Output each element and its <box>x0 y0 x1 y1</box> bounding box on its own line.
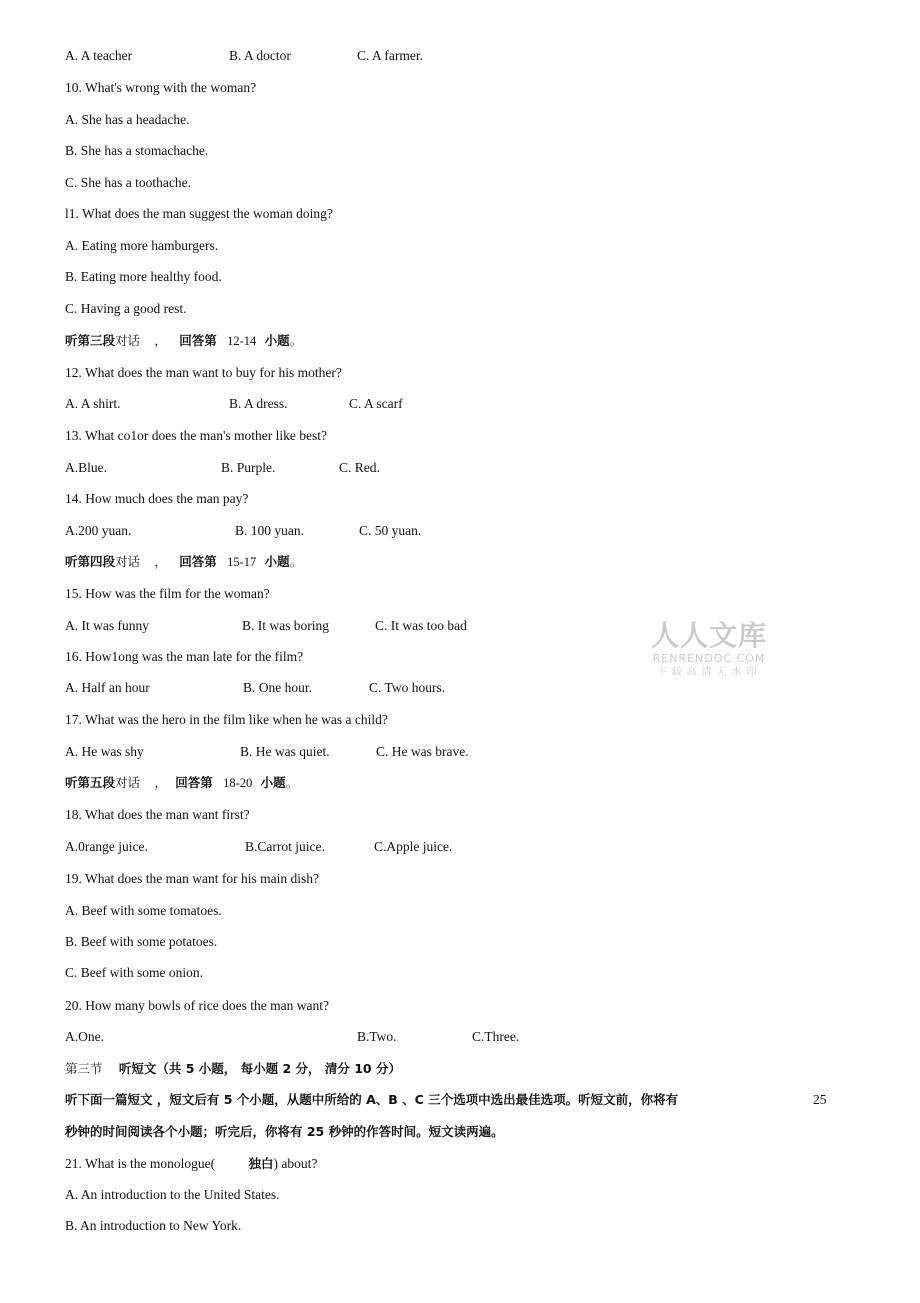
q10-option-a: A. She has a headache. <box>65 112 190 127</box>
q12-question: 12. What does the man want to buy for his mother? <box>65 365 342 380</box>
q17-option-a: A. He was shy <box>65 744 144 759</box>
section-3-comma: ， <box>154 333 167 348</box>
section-3-label: 听第三段 <box>65 333 116 348</box>
q12-option-a: A. A shirt. <box>65 396 121 411</box>
q14-option-b: B. 100 yuan. <box>235 523 304 538</box>
q15-question: 15. How was the film for the woman? <box>65 586 270 601</box>
q13-option-c: C. Red. <box>339 460 380 475</box>
section-5-end: 。 <box>285 775 299 790</box>
q10-option-b: B. She has a stomachache. <box>65 143 209 158</box>
q17-question: 17. What was the hero in the film like when he was a child? <box>65 712 388 727</box>
q16-option-b: B. One hour. <box>243 680 312 695</box>
q19-option-a: A. Beef with some tomatoes. <box>65 903 222 918</box>
section-3-end: 。 <box>289 333 303 348</box>
section-5-questions: 小题 <box>260 775 286 790</box>
instructions-seconds: 25 <box>813 1092 827 1107</box>
q18-option-c: C.Apple juice. <box>374 839 453 854</box>
instructions-line-1 <box>65 1091 678 1109</box>
q13-question: 13. What co1or does the man's mother like best? <box>65 428 327 443</box>
q21-question-cn: 独白 <box>248 1156 274 1171</box>
section-4-comma: ， <box>154 554 167 569</box>
q10-question: 10. What's wrong with the woman? <box>65 80 257 95</box>
q14-option-c: C. 50 yuan. <box>359 523 422 538</box>
section-4-heading <box>65 553 302 571</box>
part-3-title: 听短文（共 5 小题， 每小题 2 分， 清分 10 分） <box>118 1061 401 1076</box>
q13-option-a: A.Blue. <box>65 460 107 475</box>
q21-option-a: A. An introduction to the United States. <box>65 1187 280 1202</box>
q21-question-pre: 21. What is the monologue( <box>65 1156 216 1171</box>
section-3-dialog: 对话 <box>115 333 141 348</box>
q20-option-a: A.One. <box>65 1029 104 1044</box>
instructions-line-2: 秒钟的时间阅读各个小题；听完后，你将有 25 秒钟的作答时间。短文读两遍。 <box>65 1124 504 1139</box>
section-5-heading <box>65 774 298 792</box>
watermark-site: RENRENDOC.COM <box>652 652 766 665</box>
q17-option-c: C. He was brave. <box>376 744 469 759</box>
q11-option-b: B. Eating more healthy food. <box>65 269 222 284</box>
q20-option-b: B.Two. <box>357 1029 397 1044</box>
section-4-answer: 回答第 <box>179 554 217 569</box>
q21-question <box>65 1155 317 1173</box>
q16-option-a: A. Half an hour <box>65 680 150 695</box>
q19-option-b: B. Beef with some potatoes. <box>65 934 218 949</box>
part-3-heading <box>65 1060 401 1078</box>
q13-option-b: B. Purple. <box>221 460 276 475</box>
section-5-range: 18-20 <box>223 776 253 790</box>
part-3-label: 第三节 <box>65 1061 103 1076</box>
q10-option-c: C. She has a toothache. <box>65 175 191 190</box>
q11-option-a: A. Eating more hamburgers. <box>65 238 219 253</box>
section-3-heading <box>65 332 302 350</box>
q15-option-a: A. It was funny <box>65 618 149 633</box>
watermark-caption: 下载高清无水印 <box>656 667 762 678</box>
q15-option-b: B. It was boring <box>242 618 329 633</box>
q9-option-b: B. A doctor <box>229 48 291 63</box>
section-3-range: 12-14 <box>227 334 257 348</box>
q12-option-b: B. A dress. <box>229 396 288 411</box>
q20-option-c: C.Three. <box>472 1029 520 1044</box>
watermark-title: 人人文库 <box>650 619 767 652</box>
q17-option-b: B. He was quiet. <box>240 744 330 759</box>
section-3-questions: 小题 <box>264 333 290 348</box>
q21-question-post: ) about? <box>273 1156 318 1171</box>
section-4-end: 。 <box>289 554 303 569</box>
q16-option-c: C. Two hours. <box>369 680 446 695</box>
q20-question: 20. How many bowls of rice does the man want? <box>65 998 329 1013</box>
section-5-dialog: 对话 <box>115 775 141 790</box>
section-5-label: 听第五段 <box>65 775 116 790</box>
q11-option-c: C. Having a good rest. <box>65 301 187 316</box>
q9-option-a: A. A teacher <box>65 48 133 63</box>
section-4-label: 听第四段 <box>65 554 116 569</box>
q18-option-b: B.Carrot juice. <box>245 839 325 854</box>
q15-option-c: C. It was too bad <box>375 618 467 633</box>
q19-question: 19. What does the man want for his main dish? <box>65 871 319 886</box>
section-3-answer: 回答第 <box>179 333 217 348</box>
q19-option-c: C. Beef with some onion. <box>65 965 203 980</box>
q16-question: 16. How1ong was the man late for the film? <box>65 649 304 664</box>
q9-option-c: C. A farmer. <box>357 48 423 63</box>
q12-option-c: C. A scarf <box>349 396 403 411</box>
section-4-range: 15-17 <box>227 555 257 569</box>
section-5-comma: ， <box>154 775 167 790</box>
q18-option-a: A.0range juice. <box>65 839 148 854</box>
section-4-questions: 小题 <box>264 554 290 569</box>
q18-question: 18. What does the man want first? <box>65 807 250 822</box>
watermark-logo <box>646 620 772 680</box>
section-5-answer: 回答第 <box>175 775 213 790</box>
instructions-text-1: 听下面一篇短文 ，短文后有 5 个小题，从题中所给的 A、B 、C 三个选项中选出最佳选项。听短文前，你将有 <box>65 1092 679 1107</box>
q11-question: l1. What does the man suggest the woman doing? <box>65 206 333 221</box>
section-4-dialog: 对话 <box>115 554 141 569</box>
q14-question: 14. How much does the man pay? <box>65 491 249 506</box>
q21-option-b: B. An introduction to New York. <box>65 1218 242 1233</box>
q14-option-a: A.200 yuan. <box>65 523 132 538</box>
